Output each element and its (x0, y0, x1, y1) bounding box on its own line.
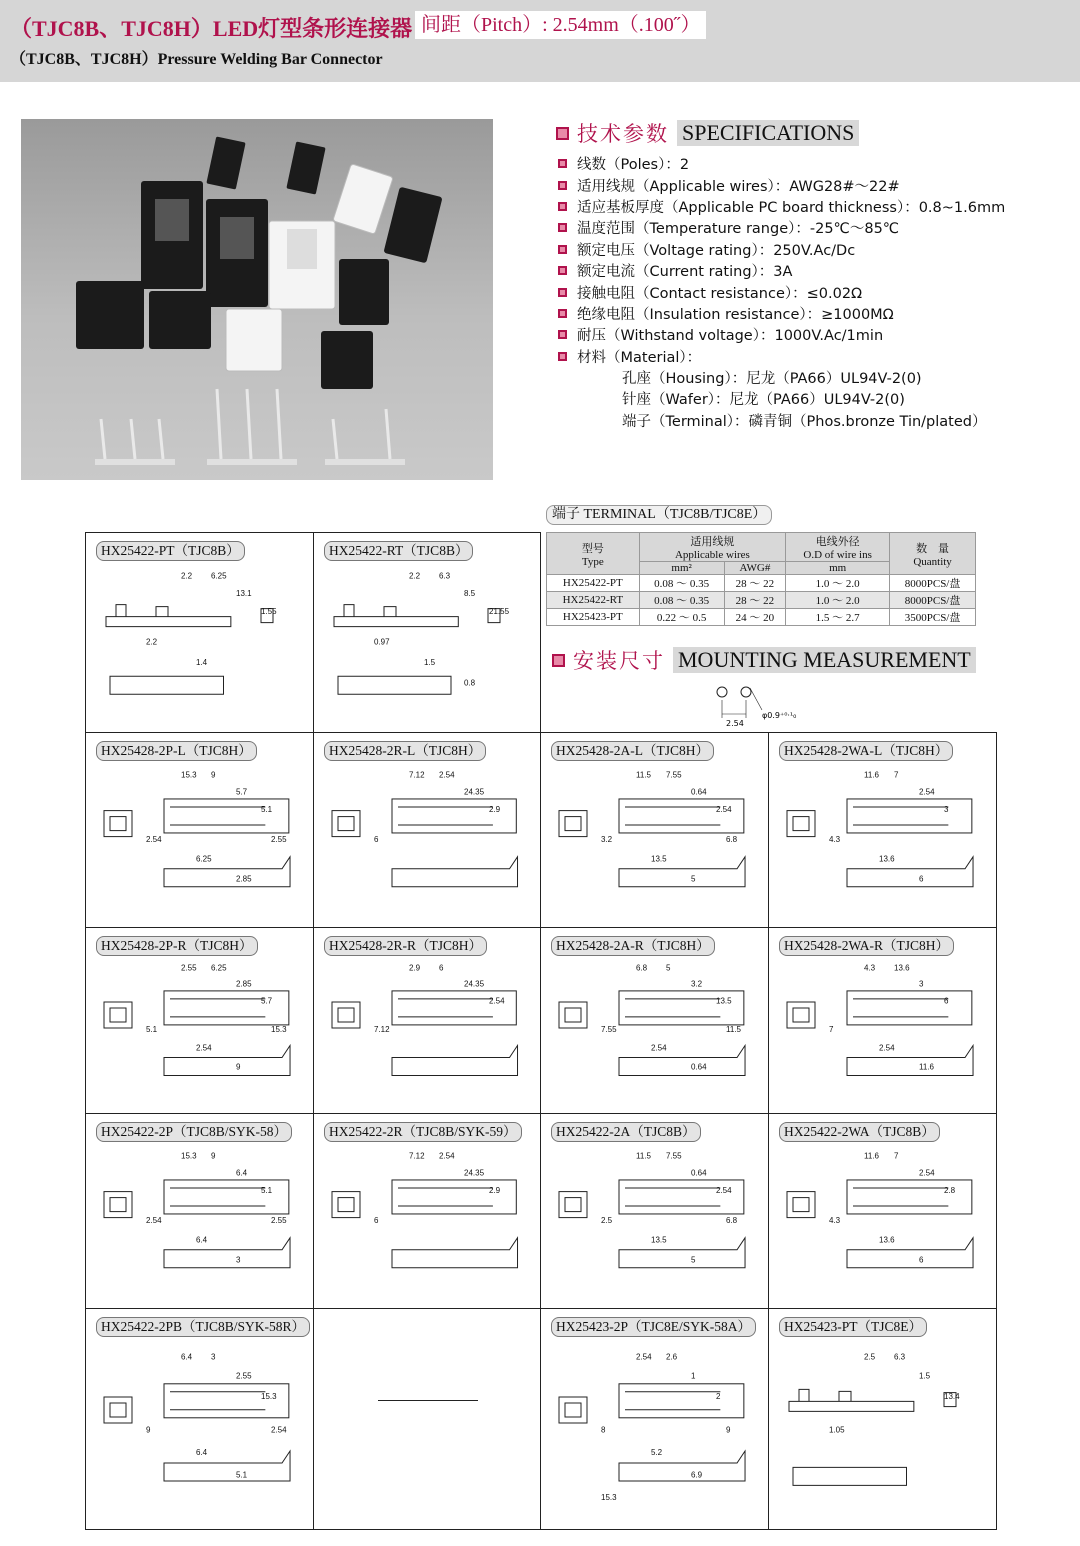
dimension-label: 11.5 (636, 1151, 651, 1161)
dimension-label: 6 (374, 834, 379, 844)
spec-row: 绝缘电阻（Insulation resistance）：≥1000MΩ (558, 303, 1068, 324)
dimension-label: 3.2 (691, 979, 703, 989)
connector-top-view (619, 1180, 744, 1214)
spec-row: 材料（Material）： (558, 346, 1068, 367)
dimension-label: 13.6 (879, 1235, 895, 1245)
connector-side-view (392, 1238, 518, 1268)
drawing-label: HX25423-2P（TJC8E/SYK-58A） (551, 1317, 756, 1337)
dimension-label: 6.3 (894, 1352, 906, 1362)
drawing-grid (85, 532, 997, 1530)
drawing-label: HX25428-2WA-R（TJC8H） (779, 936, 954, 956)
connector-side-view (847, 1235, 973, 1268)
dimension-label: 2.54 (439, 1151, 455, 1161)
terminal-label: 端子 TERMINAL（TJC8B/TJC8E） (546, 505, 772, 525)
material-terminal: 端子（Terminal）：磷青铜（Phos.bronze Tin/plated） (622, 413, 987, 430)
connector-front-view (787, 811, 815, 837)
spec-row: 接触电阻（Contact resistance）：≤0.02Ω (558, 281, 1068, 302)
dimension-label: 1.4 (196, 657, 208, 667)
drawing-cell (540, 1308, 769, 1530)
dimension-label: 6.25 (211, 571, 227, 581)
dimension-label: 2.2 (181, 571, 193, 581)
dimension-label: 5.2 (651, 1447, 663, 1457)
table-row: HX25422-PT 0.08 ～ 0.35 28 ～ 22 1.0 ～ 2.0 8000PCS/盘 (547, 575, 976, 592)
drawing-label: HX25422-2R（TJC8B/SYK-59） (324, 1122, 522, 1142)
dimension-label: 1.05 (829, 1425, 845, 1435)
col-od: 电线外径 O.D of wire ins (786, 533, 890, 562)
dimension-label: 0.64 (691, 1062, 707, 1072)
mounting-title-cn: 安装尺寸 (573, 649, 665, 673)
dimension-label: 15.3 (271, 1024, 287, 1034)
dimension-label: 1.5 (919, 1371, 931, 1381)
connector-side-view (392, 1046, 518, 1076)
bullet-square-icon (558, 309, 567, 318)
spec-row: 额定电压（Voltage rating）：250V.Ac/Dc (558, 239, 1068, 260)
spec-row: 温度范围（Temperature range）：-25℃～85℃ (558, 217, 1068, 238)
drawing-label: HX25428-2A-L（TJC8H） (551, 741, 714, 761)
dimension-label: 21.55 (489, 607, 510, 617)
dimension-label: 7.12 (374, 1024, 390, 1034)
dimension-label: 7 (829, 1024, 834, 1034)
mount-hole-dim: φ0.9⁺⁰·¹₀ (762, 711, 797, 720)
dimension-label: 11.6 (919, 1062, 934, 1072)
dimension-label: 13.5 (716, 996, 732, 1006)
material-housing: 孔座（Housing）：尼龙（PA66）UL94V-2(0) (622, 371, 922, 388)
dimension-label: 0.64 (691, 1168, 707, 1178)
dimension-label: 6.4 (196, 1447, 208, 1457)
dimension-label: 2.54 (636, 1352, 652, 1362)
connector-front-view (559, 1192, 587, 1218)
bullet-square-icon (558, 288, 567, 297)
dimension-label: 2.2 (409, 571, 421, 581)
technical-drawing (86, 533, 313, 732)
bullet-square-icon (558, 266, 567, 275)
bullet-square-icon (558, 223, 567, 232)
dimension-label: 13.5 (651, 1235, 667, 1245)
terminal-side-view (789, 1401, 914, 1411)
connector-top-view (164, 1180, 289, 1214)
dimension-label: 24.35 (464, 979, 485, 989)
dimension-label: 11.5 (726, 1024, 741, 1034)
drawing-cell (540, 732, 769, 928)
terminal-top-view (110, 676, 224, 694)
dimension-label: 13.4 (944, 1391, 960, 1401)
dimension-label: 2.9 (489, 805, 501, 815)
dimension-label: 6 (919, 1255, 924, 1265)
dimension-label: 3 (944, 805, 949, 815)
terminal-side-view (106, 617, 231, 627)
connector-side-view (392, 857, 518, 887)
dimension-label: 6.9 (691, 1470, 703, 1480)
col-mm2: mm² (639, 562, 724, 575)
connector-top-view (392, 1180, 516, 1214)
product-photo (21, 119, 493, 480)
dimension-label: 5.7 (236, 787, 248, 797)
page-subtitle: （TJC8B、TJC8H）Pressure Welding Bar Connector (10, 51, 383, 68)
drawing-cell (313, 732, 541, 928)
technical-drawing (314, 733, 540, 927)
dimension-label: 0.97 (374, 637, 390, 647)
dimension-label: 5 (691, 1255, 696, 1265)
dimension-label: 5.1 (261, 1186, 273, 1196)
technical-drawing (541, 1114, 768, 1308)
dimension-label: 15.3 (601, 1492, 617, 1502)
dimension-label: 15.3 (261, 1391, 277, 1401)
dimension-label: 2.5 (601, 1215, 613, 1225)
dimension-label: 2.54 (879, 1043, 895, 1053)
dimension-label: 8 (601, 1425, 606, 1435)
dimension-label: 2.6 (666, 1352, 678, 1362)
bullet-square-icon (556, 127, 569, 140)
connector-top-view (392, 799, 516, 833)
dimension-label: 3.2 (601, 834, 613, 844)
table-row: HX25423-PT 0.22 ～ 0.5 24 ～ 20 1.5 ～ 2.7 3500PCS/盘 (547, 609, 976, 626)
col-type: 型号 Type (547, 533, 640, 575)
dimension-label: 2.2 (146, 637, 158, 647)
dimension-label: 0.8 (464, 678, 476, 688)
dimension-label: 2.8 (944, 1186, 956, 1196)
dimension-label: 7.55 (666, 1151, 682, 1161)
dimension-label: 13.1 (236, 588, 252, 598)
connector-side-view (619, 1043, 745, 1076)
table-row: HX25422-RT 0.08 ～ 0.35 28 ～ 22 1.0 ～ 2.0 8000PCS/盘 (547, 592, 976, 609)
dimension-label: 2.55 (271, 834, 287, 844)
dimension-label: 5.1 (261, 805, 273, 815)
dimension-label: 13.6 (879, 854, 895, 864)
drawing-cell-empty (313, 1308, 541, 1530)
connector-front-view (787, 1002, 815, 1028)
connector-front-view (104, 811, 132, 837)
connector-front-view (104, 1002, 132, 1028)
dimension-label: 1 (691, 1371, 696, 1381)
drawing-cell (85, 1113, 314, 1309)
drawing-label: HX25422-2P（TJC8B/SYK-58） (96, 1122, 292, 1142)
dimension-label: 9 (146, 1425, 151, 1435)
connector-top-view (847, 799, 972, 833)
drawing-label: HX25428-2P-L（TJC8H） (96, 741, 257, 761)
drawing-cell (313, 927, 541, 1114)
bullet-square-icon (558, 330, 567, 339)
bullet-square-icon (558, 181, 567, 190)
drawing-cell (768, 927, 997, 1114)
drawing-cell (768, 732, 997, 928)
technical-drawing (769, 1309, 996, 1529)
drawing-label: HX25428-2A-R（TJC8H） (551, 936, 715, 956)
drawing-cell (85, 1308, 314, 1530)
connector-front-view (559, 1002, 587, 1028)
dimension-label: 15.3 (181, 1151, 197, 1161)
dimension-label: 11.6 (864, 1151, 879, 1161)
spec-list (558, 153, 1068, 431)
dimension-label: 9 (726, 1425, 731, 1435)
page-title: （TJC8B、TJC8H）LED灯型条形连接器 (10, 16, 413, 41)
dimension-label: 5.7 (261, 996, 273, 1006)
dimension-label: 6.3 (439, 571, 451, 581)
technical-drawing (769, 1114, 996, 1308)
col-od-unit: mm (786, 562, 890, 575)
terminal-top-view (338, 676, 451, 694)
connector-side-view (164, 1043, 290, 1076)
dimension-label: 6 (944, 996, 949, 1006)
technical-drawing (314, 533, 540, 732)
bullet-square-icon (558, 159, 567, 168)
dimension-label: 11.5 (636, 770, 651, 780)
drawing-cell (313, 532, 541, 733)
technical-drawing (86, 1309, 313, 1529)
connector-side-view (619, 854, 745, 887)
dimension-label: 2.85 (236, 874, 252, 884)
specifications-title-en: SPECIFICATIONS (677, 120, 859, 146)
drawing-cell (540, 1113, 769, 1309)
dimension-label: 2.54 (651, 1043, 667, 1053)
connector-side-view (164, 854, 290, 887)
dimension-label: 13.6 (894, 963, 910, 973)
dimension-label: 6 (919, 874, 924, 884)
connector-top-view (847, 991, 972, 1025)
material-wafer: 针座（Wafer）：尼龙（PA66）UL94V-2(0) (622, 392, 905, 409)
drawing-label: HX25423-PT（TJC8E） (779, 1317, 927, 1337)
dimension-label: 24.35 (464, 787, 485, 797)
dimension-label: 2.54 (489, 996, 505, 1006)
dimension-label: 7.12 (409, 770, 425, 780)
connector-top-view (164, 799, 289, 833)
connector-side-view (164, 1451, 290, 1481)
dimension-label: 6 (374, 1215, 379, 1225)
drawing-label: HX25422-2PB（TJC8B/SYK-58R） (96, 1317, 310, 1337)
drawing-label: HX25422-2A（TJC8B） (551, 1122, 701, 1142)
bullet-square-icon (558, 352, 567, 361)
technical-drawing (314, 1114, 540, 1308)
dimension-label: 9 (211, 770, 216, 780)
dimension-label: 2.54 (196, 1043, 212, 1053)
dimension-label: 13.5 (651, 854, 667, 864)
dimension-label: 1.5 (424, 657, 436, 667)
drawing-label: HX25428-2R-L（TJC8H） (324, 741, 486, 761)
dimension-label: 2.85 (236, 979, 252, 989)
dimension-label: 2.9 (409, 963, 421, 973)
dimension-label: 2.54 (919, 1168, 935, 1178)
dimension-label: 6.25 (211, 963, 227, 973)
connector-top-view (164, 1384, 289, 1418)
col-qty: 数 量 Quantity (890, 533, 976, 575)
connector-front-view (332, 1002, 360, 1028)
technical-drawing (541, 1309, 768, 1529)
drawing-label: HX25428-2R-R（TJC8H） (324, 936, 487, 956)
connector-front-view (559, 1397, 587, 1423)
dimension-label: 5 (666, 963, 671, 973)
spec-row: 线数（Poles）：2 (558, 153, 1068, 174)
spec-row: 适用线规（Applicable wires）：AWG28#～22# (558, 174, 1068, 195)
dimension-label: 2 (716, 1391, 721, 1401)
connector-front-view (559, 811, 587, 837)
pitch-label: 间距（Pitch）: 2.54mm（.100˝） (415, 11, 706, 39)
bullet-square-icon (558, 245, 567, 254)
drawing-label: HX25422-PT（TJC8B） (96, 541, 245, 561)
connector-front-view (787, 1192, 815, 1218)
dimension-label: 4.3 (829, 834, 841, 844)
dimension-label: 6.4 (196, 1235, 208, 1245)
col-wire: 适用线规 Applicable wires (639, 533, 786, 562)
drawing-label: HX25428-2P-R（TJC8H） (96, 936, 258, 956)
connector-side-view (847, 854, 973, 887)
technical-drawing (86, 1114, 313, 1308)
drawing-cell (85, 532, 314, 733)
dimension-label: 7 (894, 1151, 899, 1161)
dimension-label: 6.4 (236, 1168, 248, 1178)
specifications-title-cn: 技术参数 (577, 122, 669, 146)
col-awg: AWG# (724, 562, 786, 575)
dimension-label: 2.54 (716, 805, 732, 815)
dimension-label: 7.55 (666, 770, 682, 780)
dimension-label: 15.3 (181, 770, 197, 780)
dimension-label: 6 (439, 963, 444, 973)
connector-top-view (847, 1180, 972, 1214)
connector-side-view (847, 1043, 973, 1076)
dimension-label: 2.54 (919, 787, 935, 797)
connector-photo-illustration (21, 119, 493, 480)
dimension-label: 9 (211, 1151, 216, 1161)
mount-pitch-dim: 2.54 (726, 719, 744, 728)
connector-top-view (619, 799, 744, 833)
dimension-label: 2.54 (146, 1215, 162, 1225)
page-header (0, 0, 1080, 82)
dimension-label: 6.25 (196, 854, 212, 864)
dimension-label: 5 (691, 874, 696, 884)
connector-front-view (104, 1192, 132, 1218)
dimension-label: 7.55 (601, 1024, 617, 1034)
dimension-label: 5.1 (236, 1470, 248, 1480)
connector-front-view (104, 1397, 132, 1423)
dimension-label: 4.3 (864, 963, 876, 973)
technical-drawing (86, 733, 313, 927)
technical-drawing (769, 733, 996, 927)
technical-drawing (541, 733, 768, 927)
drawing-cell (85, 927, 314, 1114)
dimension-label: 2.54 (439, 770, 455, 780)
bullet-square-icon (558, 202, 567, 211)
drawing-cell (85, 732, 314, 928)
dimension-label: 3 (236, 1255, 241, 1265)
connector-top-view (619, 1384, 744, 1418)
drawing-cell (313, 1113, 541, 1309)
dimension-label: 24.35 (464, 1168, 485, 1178)
connector-side-view (619, 1451, 745, 1481)
drawing-label: HX25422-RT（TJC8B） (324, 541, 473, 561)
dimension-label: 4.3 (829, 1215, 841, 1225)
divider (378, 1400, 478, 1401)
dimension-label: 1.55 (261, 607, 277, 617)
terminal-side-view (334, 617, 458, 627)
dimension-label: 5.1 (146, 1024, 158, 1034)
dimension-label: 6.4 (181, 1352, 193, 1362)
dimension-label: 3 (211, 1352, 216, 1362)
spec-row: 额定电流（Current rating）：3A (558, 260, 1068, 281)
mounting-title-en: MOUNTING MEASUREMENT (673, 647, 976, 673)
dimension-label: 2.55 (236, 1371, 252, 1381)
dimension-label: 2.9 (489, 1186, 501, 1196)
dimension-label: 6.8 (726, 1215, 738, 1225)
dimension-label: 3 (919, 979, 924, 989)
connector-front-view (332, 1192, 360, 1218)
dimension-label: 9 (236, 1062, 241, 1072)
drawing-cell (768, 1308, 997, 1530)
connector-front-view (332, 811, 360, 837)
drawing-cell (540, 927, 769, 1114)
dimension-label: 2.5 (864, 1352, 876, 1362)
dimension-label: 11.6 (864, 770, 879, 780)
spec-row: 适应基板厚度（Applicable PC board thickness）：0.8~1.6mm (558, 196, 1068, 217)
spec-row: 耐压（Withstand voltage）：1000V.Ac/1min (558, 324, 1068, 345)
specifications-heading (556, 118, 859, 148)
drawing-label: HX25422-2WA（TJC8B） (779, 1122, 940, 1142)
dimension-label: 2.54 (716, 1186, 732, 1196)
dimension-label: 2.55 (181, 963, 197, 973)
dimension-label: 2.54 (271, 1425, 287, 1435)
connector-side-view (619, 1235, 745, 1268)
dimension-label: 7 (894, 770, 899, 780)
terminal-top-view (793, 1467, 907, 1485)
dimension-label: 2.54 (146, 834, 162, 844)
drawing-label: HX25428-2WA-L（TJC8H） (779, 741, 953, 761)
dimension-label: 7.12 (409, 1151, 425, 1161)
dimension-label: 0.64 (691, 787, 707, 797)
dimension-label: 8.5 (464, 588, 476, 598)
drawing-cell (768, 1113, 997, 1309)
dimension-label: 2.55 (271, 1215, 287, 1225)
connector-side-view (164, 1235, 290, 1268)
dimension-label: 6.8 (636, 963, 648, 973)
dimension-label: 6.8 (726, 834, 738, 844)
